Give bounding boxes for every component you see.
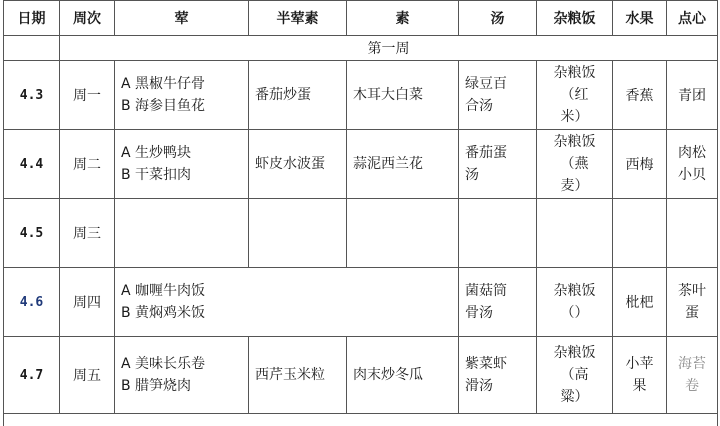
vegetable-cell: 蒜泥西兰花 [347, 130, 459, 199]
snack-line: 茶叶 [667, 280, 717, 302]
half-meat-cell: 番茄炒蛋 [249, 61, 347, 130]
meat-option-b: B 干菜扣肉 [121, 164, 248, 186]
grain-cell [537, 61, 613, 130]
meat-option-b: B 腊笋烧肉 [121, 375, 248, 397]
date-cell: 4.7 [4, 337, 60, 414]
weekday-cell: 周一 [60, 61, 115, 130]
grain-line: 粱） [537, 386, 612, 408]
vegetable-cell: 木耳大白菜 [347, 61, 459, 130]
half-meat-cell: 西芹玉米粒 [249, 337, 347, 414]
week-row [4, 36, 718, 61]
date-cell: 4.3 [4, 61, 60, 130]
table-row [4, 199, 718, 268]
soup-line: 紫菜虾 [465, 353, 536, 375]
meat-cell [115, 199, 249, 268]
fruit-cell: 香蕉 [613, 61, 667, 130]
grain-line: （红 [537, 84, 612, 106]
vegetable-cell [347, 199, 459, 268]
header-soup: 汤 [459, 1, 537, 36]
table-row [4, 337, 718, 414]
half-meat-cell [249, 199, 347, 268]
header-half-meat: 半荤素 [249, 1, 347, 36]
snack-cell [667, 337, 718, 414]
snack-cell [667, 130, 718, 199]
vegetable-cell: 肉末炒冬瓜 [347, 337, 459, 414]
grain-cell [537, 337, 613, 414]
fruit-line: 果 [613, 375, 666, 397]
menu-table [3, 0, 718, 426]
soup-cell [459, 337, 537, 414]
grain-cell [537, 199, 613, 268]
header-meat: 荤 [115, 1, 249, 36]
week-label: 第一周 [60, 36, 718, 61]
meat-cell [115, 268, 459, 337]
meat-option-a: A 美味长乐卷 [121, 353, 248, 375]
snack-line: 蛋 [667, 302, 717, 324]
meat-option-a: A 生炒鸭块 [121, 142, 248, 164]
snack-line: 肉松 [667, 142, 717, 164]
table-row [4, 61, 718, 130]
soup-cell [459, 130, 537, 199]
fruit-cell: 枇杷 [613, 268, 667, 337]
weekday-cell: 周三 [60, 199, 115, 268]
soup-cell [459, 61, 537, 130]
header-vegetable: 素 [347, 1, 459, 36]
grain-line: 米） [537, 106, 612, 128]
meat-cell [115, 337, 249, 414]
table-row [4, 130, 718, 199]
meat-option-a: A 咖喱牛肉饭 [121, 280, 458, 302]
soup-line: 绿豆百 [465, 73, 536, 95]
snack-cell [667, 268, 718, 337]
weekday-cell: 周五 [60, 337, 115, 414]
grain-line: 杂粮饭 [537, 280, 612, 302]
grain-line: （燕 [537, 153, 612, 175]
grain-line: 杂粮饭 [537, 62, 612, 84]
snack-line: 海苔 [667, 353, 717, 375]
header-weekday: 周次 [60, 1, 115, 36]
header-row [4, 1, 718, 36]
soup-line: 合汤 [465, 95, 536, 117]
meat-option-a: A 黑椒牛仔骨 [121, 73, 248, 95]
date-cell: 4.5 [4, 199, 60, 268]
table-tail-cell [4, 414, 718, 426]
snack-cell: 青团 [667, 61, 718, 130]
fruit-cell [613, 199, 667, 268]
header-snack: 点心 [667, 1, 718, 36]
soup-line: 汤 [465, 164, 536, 186]
fruit-cell [613, 337, 667, 414]
soup-line: 菌菇筒 [465, 280, 536, 302]
week-blank [4, 36, 60, 61]
soup-line: 番茄蛋 [465, 142, 536, 164]
table-row [4, 268, 718, 337]
meat-option-b: B 黄焖鸡米饭 [121, 302, 458, 324]
soup-cell [459, 268, 537, 337]
header-grain-rice: 杂粮饭 [537, 1, 613, 36]
fruit-line: 小苹 [613, 353, 666, 375]
grain-cell [537, 130, 613, 199]
date-cell: 4.6 [4, 268, 60, 337]
fruit-cell: 西梅 [613, 130, 667, 199]
header-fruit: 水果 [613, 1, 667, 36]
meat-cell [115, 130, 249, 199]
meat-option-b: B 海参目鱼花 [121, 95, 248, 117]
grain-line: 杂粮饭 [537, 342, 612, 364]
soup-line: 骨汤 [465, 302, 536, 324]
weekday-cell: 周四 [60, 268, 115, 337]
meat-cell [115, 61, 249, 130]
soup-line: 滑汤 [465, 375, 536, 397]
snack-line: 小贝 [667, 164, 717, 186]
table-tail [4, 414, 718, 426]
half-meat-cell: 虾皮水波蛋 [249, 130, 347, 199]
weekday-cell: 周二 [60, 130, 115, 199]
date-cell: 4.4 [4, 130, 60, 199]
soup-cell [459, 199, 537, 268]
snack-line: 卷 [667, 375, 717, 397]
grain-line: （） [537, 302, 612, 324]
grain-line: （高 [537, 364, 612, 386]
header-date: 日期 [4, 1, 60, 36]
snack-cell [667, 199, 718, 268]
grain-cell [537, 268, 613, 337]
grain-line: 杂粮饭 [537, 131, 612, 153]
grain-line: 麦） [537, 175, 612, 197]
